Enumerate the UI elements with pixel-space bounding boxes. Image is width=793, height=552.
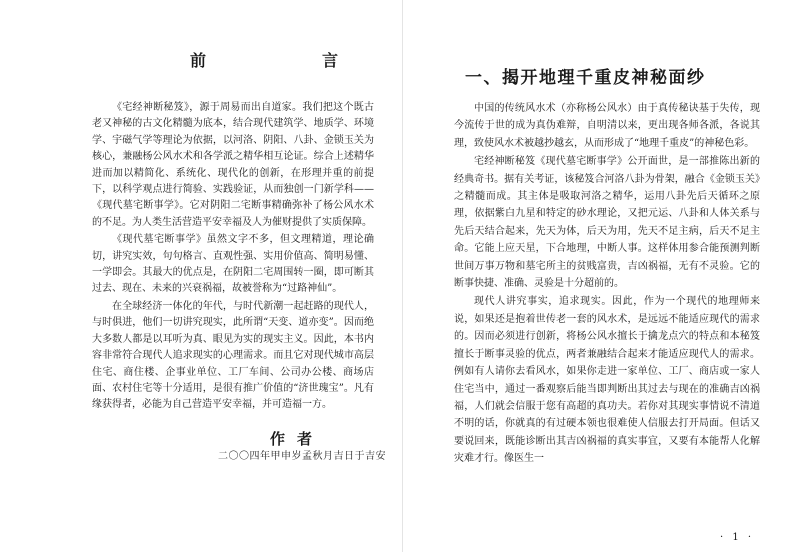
preface-paragraph-3: 在全球经济一体化的年代，与时代新潮一起赶路的现代人，与时俱进，他们一切讲究现实，此所谓“天变、道亦变”。因而绝大多数人都是以耳听为真、眼见为实的现实主义。因此，本书内容非常符合现代人追求现实的心理需求。而且它对现代城市高层住宅、商住楼、企事业单位、工厂车间、公司办公楼、商场店面、农村住宅等十分适用，是很有推广价值的“济世瑰宝”。凡有缘获得者，必能为自己营造平安幸福，并可造福一方。 (92, 300, 374, 411)
preface-body (92, 100, 374, 415)
author-label: 作者 (270, 430, 325, 448)
chapter-paragraph-2: 宅经神断秘笈《现代墓宅断事学》公开面世，是一部推陈出新的经典奇书。据有关考证，该秘笈合河洛八卦为骨架，融合《金锁玉关》之精髓而成。其主体是吸取河洛之精华，运用八卦先后天循环之原理，依据紫白九星和特定的砂水理论，又把元运、八卦和人体关系与先后天结合起来，先天为体，后天为用，先天不足主病，后天不足主命。它能上应天星，下合地理，中断人事。这样体用参合能预测判断世间万事万物和墓宅所主的贫贱富贵，吉凶祸福，无有不灵验。它的断事快捷、准确、灵验是十分超前的。 (454, 156, 760, 290)
chapter-body (454, 100, 760, 469)
preface-paragraph-1: 《宅经神断秘笈》，源于周易而出自道家。我们把这个既古老又神秘的古文化精髓为底本，结合现代建筑学、地质学、环境学、宇磁气学等理论为依据，以河洛、阴阳、八卦、金锁玉关为核心，兼融杨公风水术和各学派之精华相互论证。综合上述精华进而加以精简化、系统化、现代化的创新，在形理并重的前提下，以科学观点进行简验、实践验证，从而独创一门新学科——《现代墓宅断事学》。它对阴阳二宅断事精确弥补了杨公风水术的不足。为人类生活营造平安幸福及人为催财提供了实质保障。 (92, 102, 374, 228)
chapter-paragraph-1: 中国的传统风水术（亦称杨公风水）由于真传秘诀基于失传，现今流传于世的成为真伪难辩，自明清以来，更出现各师各派，各说其理，致使风水术被越抄越玄，从而形成了“地理千重皮”的神秘色彩。 (454, 103, 760, 149)
preface-paragraph-2: 《现代墓宅断事学》虽然文字不多，但文理精道，理论确切，讲究实效，句句格言、直观性强、实用价值高、简明易懂、一学即会。其最大的优点是，在阴阳二宅周围转一圈，即可断其过去、现在、未来的兴衰祸福，故被誉称为“过路神仙”。 (92, 234, 374, 295)
page-number: · 1 · (720, 532, 755, 543)
preface-title-char-2: 言 (321, 51, 340, 70)
chapter-paragraph-3: 现代人讲究事实，追求现实。因此，作为一个现代的地理师来说，如果还是抱着世传老一套的风水术，是远远不能适应现代的需求的。因而必须进行创新，将杨公风水擅长于擒龙点穴的特点和本秘笈擅长于断事灵验的优点，两者兼融结合起来才能适应现代人的需求。例如有人请你去看风水，如果你走进一家单位、工厂、商店或一家人住宅当中，通过一番观察后能当即判断出其过去与现在的准确吉凶祸福，人们就会信服于您有高超的真功夫。若你对其现实事情说不清道不明的话，你就真的有过硬本领也很难使人信服去打开局面。但话又要说回来，既能诊断出其吉凶祸福的真实事宜，又要有本能帮人化解灾难才行。像医生一 (454, 296, 760, 465)
preface-title (190, 48, 340, 71)
date-line: 二〇〇四年甲申岁孟秋月吉日于吉安 (218, 451, 386, 462)
preface-title-char-1: 前 (190, 51, 209, 70)
chapter-title: 一、揭开地理千重皮神秘面纱 (465, 68, 706, 88)
